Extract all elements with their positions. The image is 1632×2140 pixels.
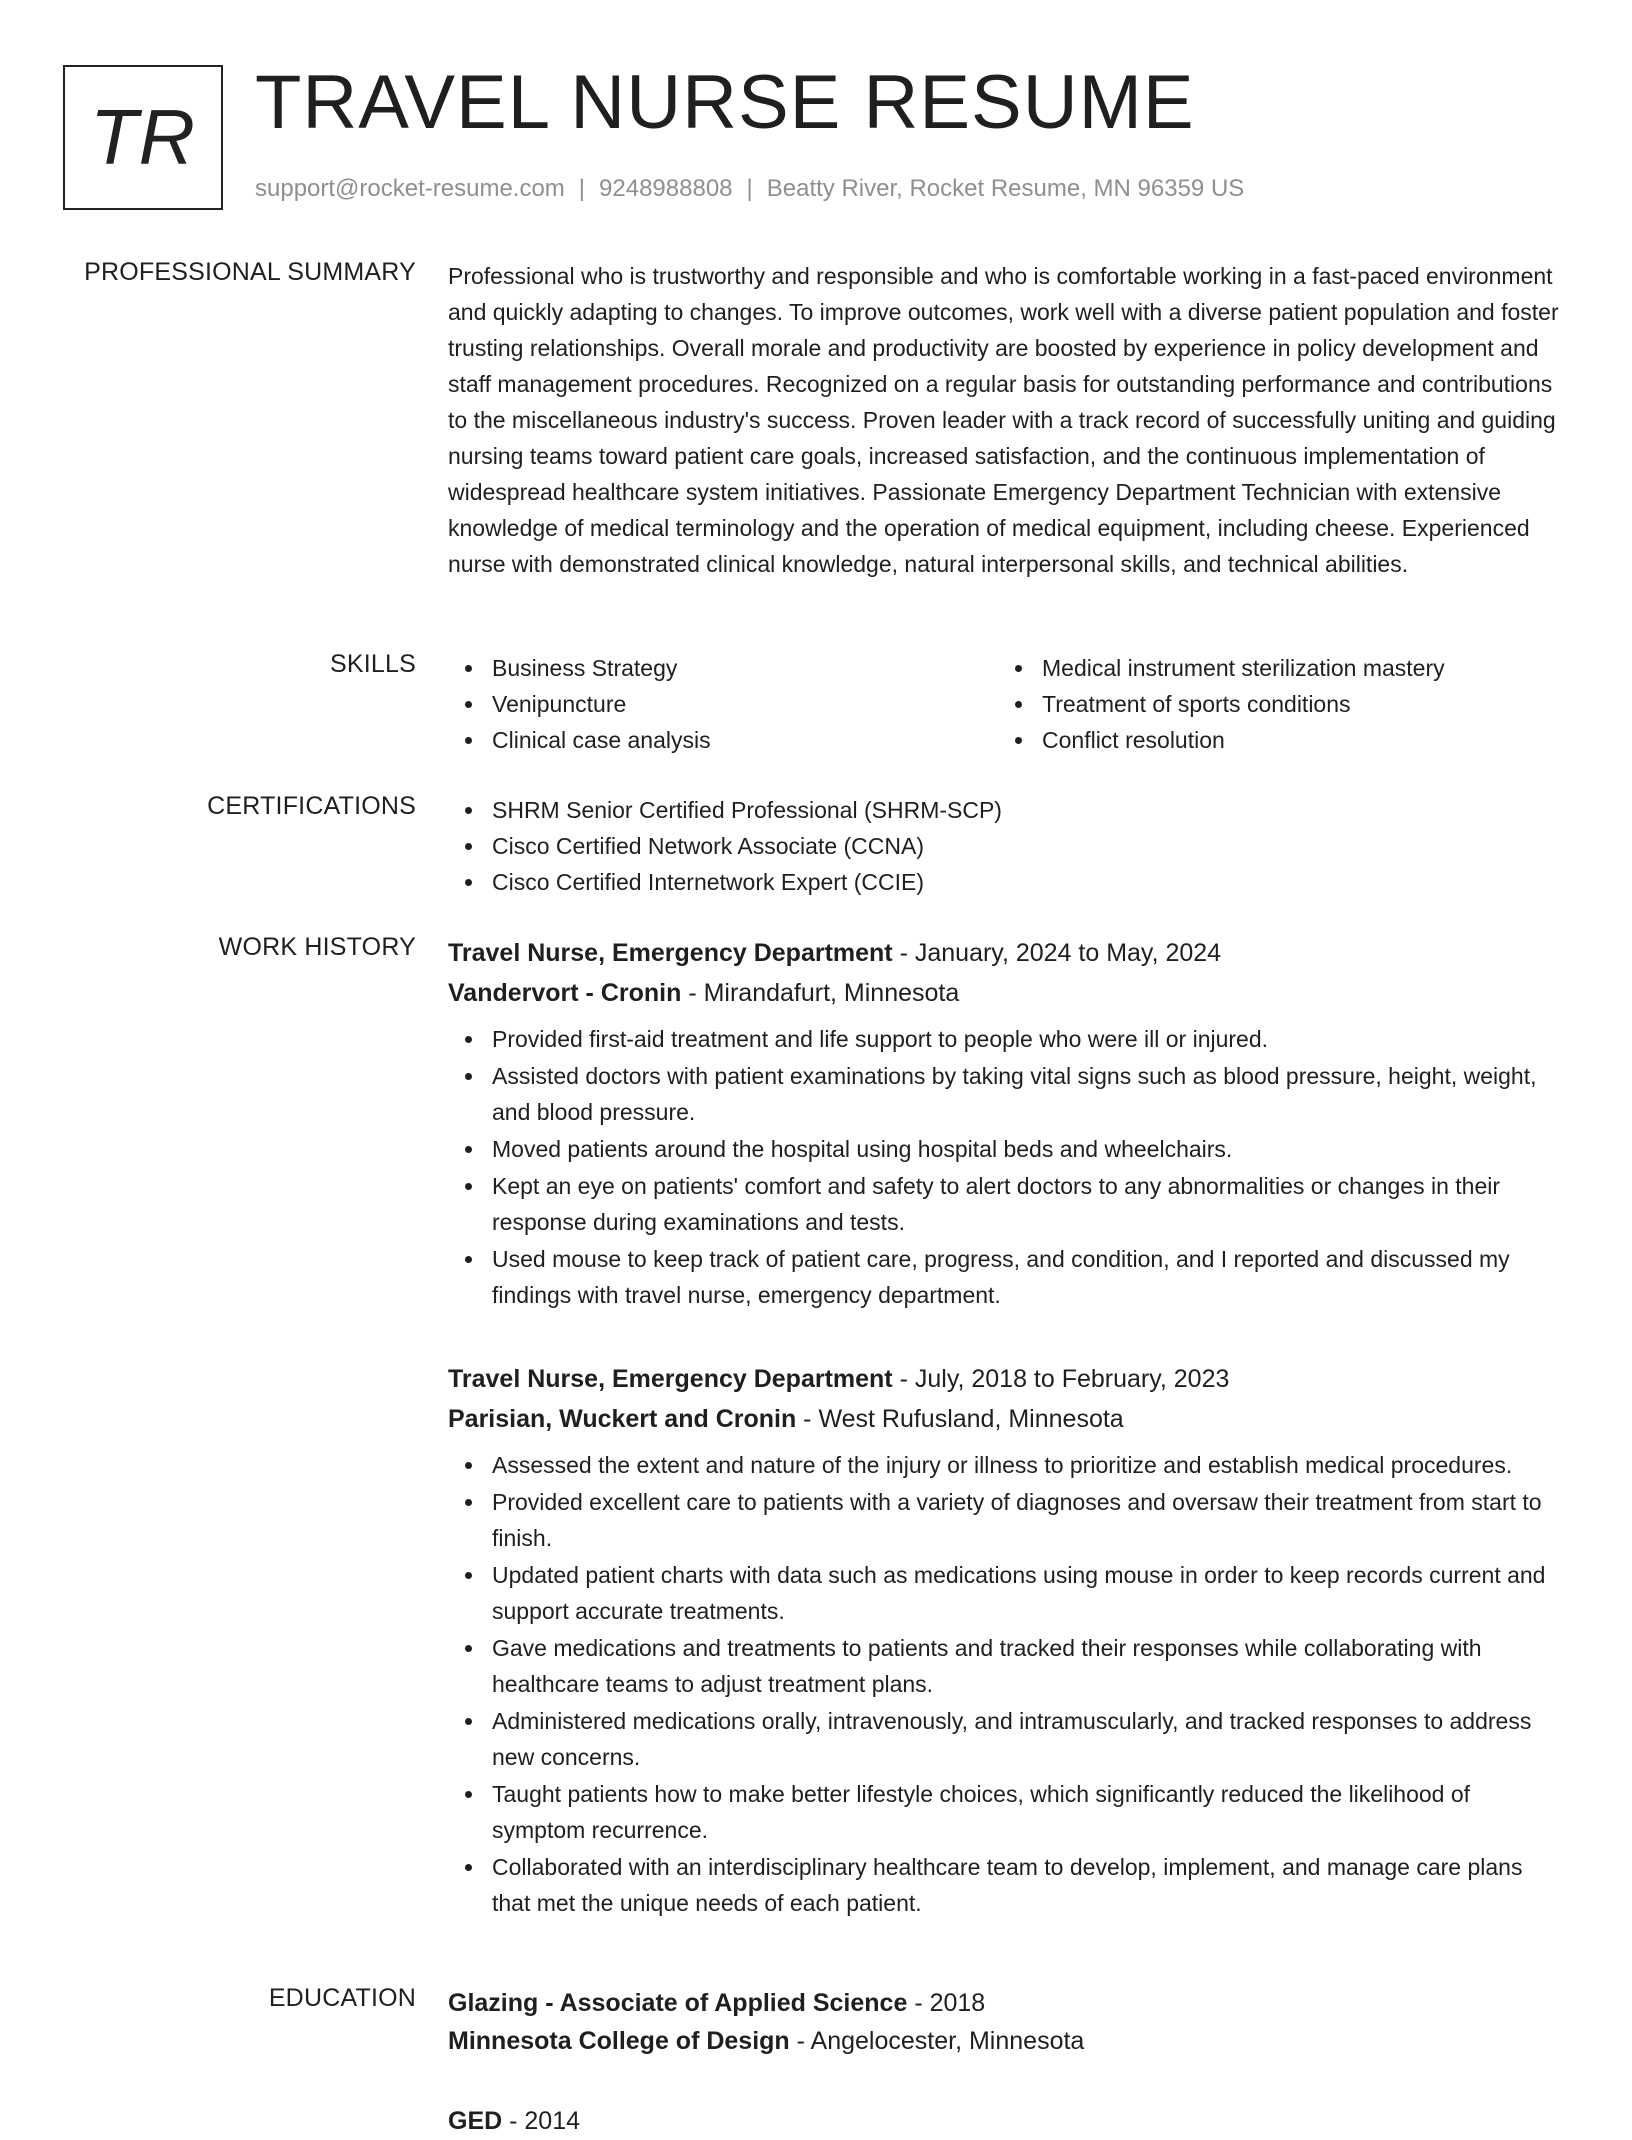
contact-email: support@rocket-resume.com [255,175,565,202]
certification-item: SHRM Senior Certified Professional (SHRM-SCP) [448,792,1560,828]
contact-separator: | [578,175,586,202]
certification-item: Cisco Certified Network Associate (CCNA) [448,828,1560,864]
job-duty: Administered medications orally, intravenously, and intramuscularly, and tracked responses to address new concerns. [448,1703,1560,1775]
job-location: - Mirandafurt, Minnesota [681,979,960,1007]
job-employer: Parisian, Wuckert and Cronin [448,1405,797,1433]
job-duty: Taught patients how to make better lifestyle choices, which significantly reduced the likelihood of symptom recurrence. [448,1776,1560,1848]
education-degree: GED [448,2107,503,2135]
resume-header [63,60,1583,210]
education-entry [448,1984,1560,2060]
job-title: Travel Nurse, Emergency Department [448,939,893,967]
job-location: - West Rufusland, Minnesota [796,1405,1124,1433]
skill-item: Venipuncture [448,686,998,722]
section-label-education: EDUCATION [268,1984,416,2012]
education-school: Minnesota College of Design [448,2027,790,2055]
certifications-list [448,792,1560,900]
job-entry [448,933,1560,1313]
job-duty: Assisted doctors with patient examinations by taking vital signs such as blood pressure, height, weight, and blood pressure. [448,1058,1560,1130]
job-title-line [448,933,1560,973]
monogram-box [63,65,223,210]
skills-column-right [998,650,1548,758]
job-duties [448,1021,1560,1313]
education-school-line [448,2022,1560,2060]
skill-item: Clinical case analysis [448,722,998,758]
job-duty: Provided excellent care to patients with a variety of diagnoses and oversaw their treatment from start to finish. [448,1484,1560,1556]
job-duty: Collaborated with an interdisciplinary healthcare team to develop, implement, and manage care plans that met the unique needs of each patient. [448,1849,1560,1921]
skill-item: Conflict resolution [998,722,1548,758]
contact-separator: | [746,175,753,202]
resume-title: TRAVEL NURSE RESUME [255,60,1195,145]
education-year: - 2018 [907,1989,986,2017]
job-duty: Used mouse to keep track of patient care, progress, and condition, and I reported and discussed my findings with travel nurse, emergency department. [448,1241,1560,1313]
skill-item: Medical instrument sterilization mastery [998,650,1548,686]
job-duty: Provided first-aid treatment and life support to people who were ill or injured. [448,1021,1560,1057]
contact-phone: 9248988808 [599,175,733,202]
section-label-work: WORK HISTORY [218,933,416,961]
job-duty: Updated patient charts with data such as medications using mouse in order to keep records current and support accurate treatments. [448,1557,1560,1629]
education-degree-line [448,1984,1560,2022]
section-label-certifications: CERTIFICATIONS [207,792,416,820]
education-location: - Angelocester, Minnesota [789,2027,1085,2055]
contact-address: Beatty River, Rocket Resume, MN 96359 US [766,175,1245,202]
education-degree: Glazing - Associate of Applied Science [448,1989,908,2017]
education-entry [448,2102,1560,2140]
education-degree-line [448,2102,1560,2140]
skills-list [448,650,1560,758]
job-title: Travel Nurse, Emergency Department [448,1365,893,1393]
section-label-summary: PROFESSIONAL SUMMARY [84,258,416,286]
job-entry [448,1359,1560,1921]
certification-item: Cisco Certified Internetwork Expert (CCIE) [448,864,1560,900]
skill-item: Business Strategy [448,650,998,686]
monogram-initials: TR [90,93,196,181]
job-title-line [448,1359,1560,1399]
job-duties [448,1447,1560,1921]
job-duty: Gave medications and treatments to patients and tracked their responses while collaborating with healthcare teams to adjust treatment plans. [448,1630,1560,1702]
job-duty: Kept an eye on patients' comfort and safety to alert doctors to any abnormalities or changes in their response during examinations and tests. [448,1168,1560,1240]
skill-item: Treatment of sports conditions [998,686,1548,722]
summary-text: Professional who is trustworthy and responsible and who is comfortable working in a fast-paced environment and quickly adapting to changes. To improve outcomes, work well with a diverse patient population and foster trusting relationships. Overall morale and productivity are boosted by experience in policy development and staff management procedures. Recognized on a regular basis for outstanding performance and contributions to the miscellaneous industry's success. Proven leader with a track record of successfully uniting and guiding nursing teams toward patient care goals, increased satisfaction, and the continuous implementation of widespread healthcare system initiatives. Passionate Emergency Department Technician with extensive knowledge of medical terminology and the operation of medical equipment, including cheese. Experienced nurse with demonstrated clinical knowledge, natural interpersonal skills, and technical abilities. [448,263,1559,577]
contact-line [255,175,1244,203]
job-duty: Assessed the extent and nature of the injury or illness to prioritize and establish medical procedures. [448,1447,1560,1483]
job-employer: Vandervort - Cronin [448,979,682,1007]
education-year: - 2014 [502,2107,581,2135]
section-label-skills: SKILLS [330,650,416,678]
job-duty: Moved patients around the hospital using hospital beds and wheelchairs. [448,1131,1560,1167]
job-employer-line [448,973,1560,1013]
job-employer-line [448,1399,1560,1439]
skills-column-left [448,650,998,758]
job-dates: - January, 2024 to May, 2024 [892,939,1222,967]
job-dates: - July, 2018 to February, 2023 [892,1365,1230,1393]
